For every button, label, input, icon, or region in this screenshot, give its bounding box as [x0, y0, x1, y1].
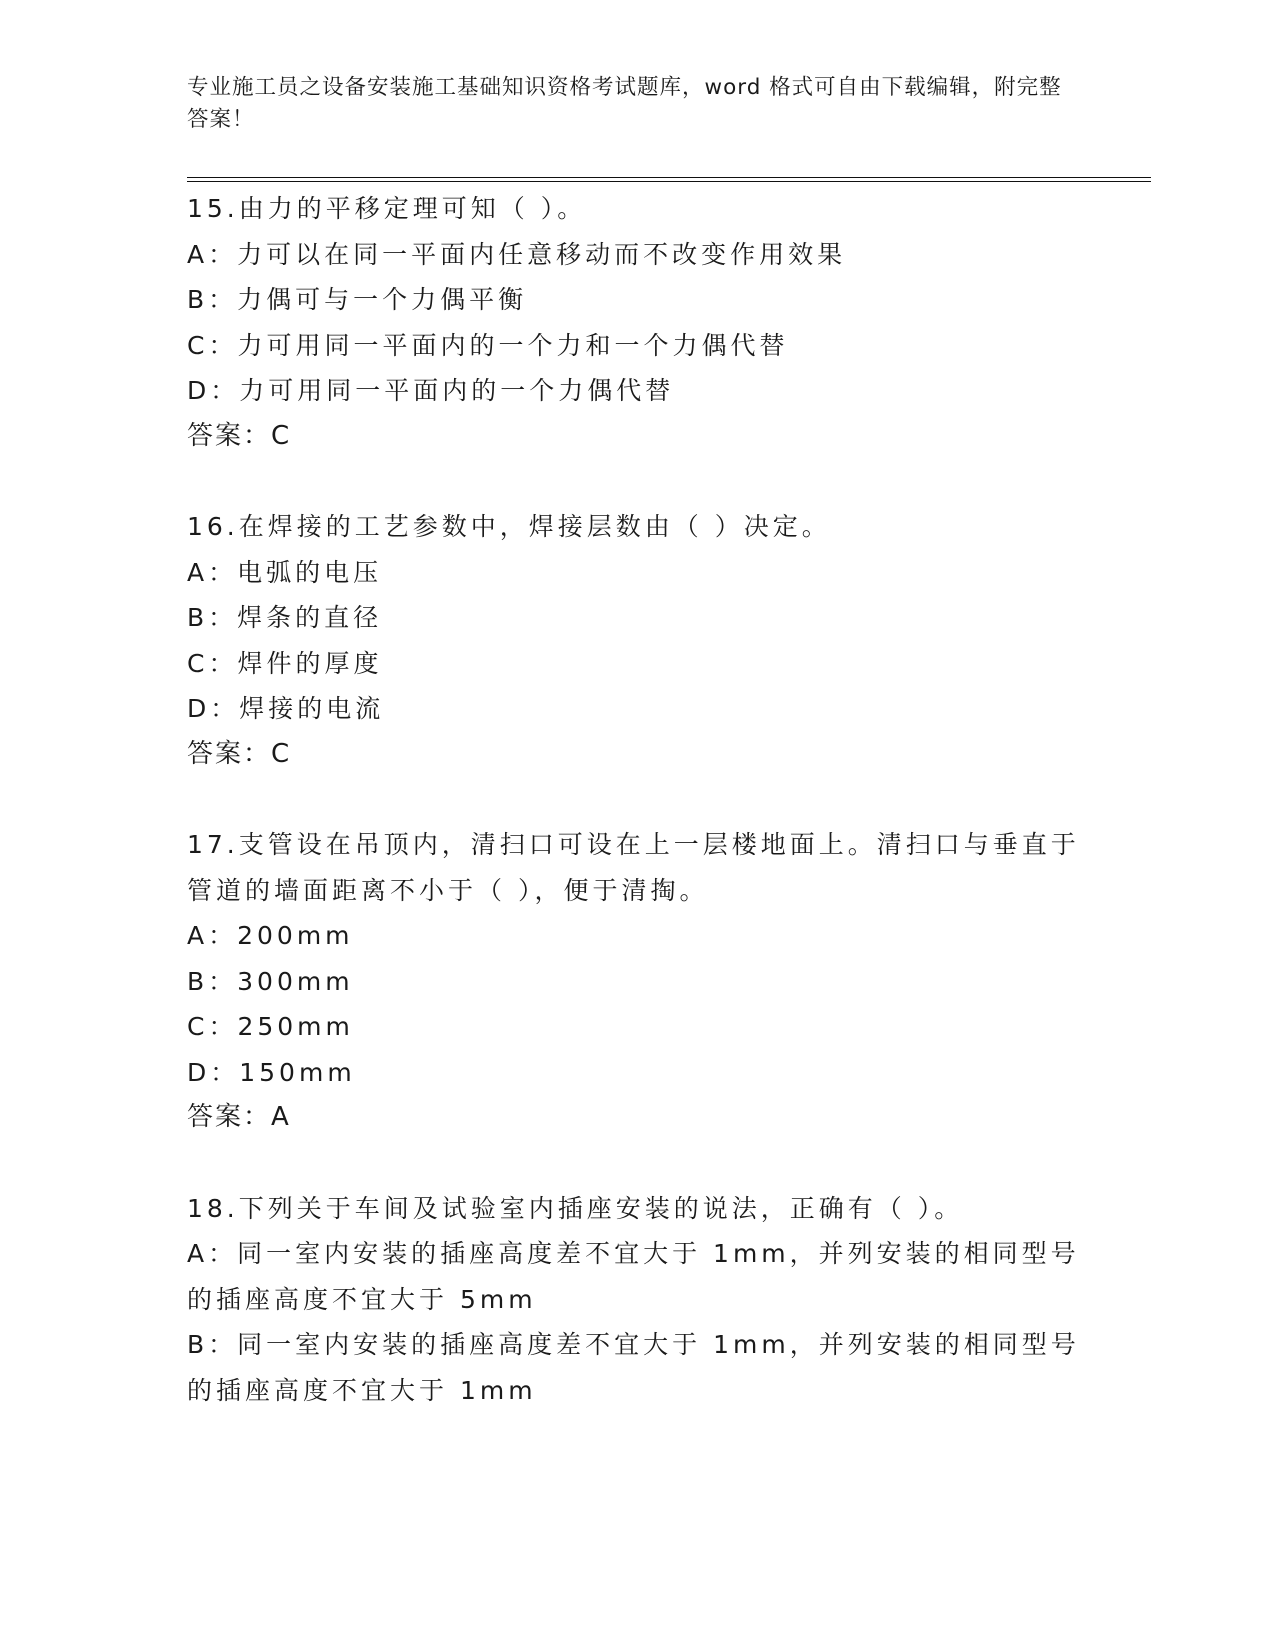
question-list: [187, 186, 1087, 1458]
question-text: 15.由力的平移定理可知（ ）。: [187, 194, 587, 223]
document-header: 专业施工员之设备安装施工基础知识资格考试题库，word 格式可自由下载编辑，附完整答案！: [187, 75, 1062, 132]
option-a: A：电弧的电压: [187, 557, 383, 587]
question-text: 18.下列关于车间及试验室内插座安装的说法，正确有（ ）。: [187, 1193, 964, 1223]
question-18: [187, 1186, 1087, 1414]
option-b: B：力偶可与一个力偶平衡: [187, 285, 528, 314]
option-b: B：300mm: [187, 966, 354, 996]
option-a: A：200mm: [187, 921, 354, 950]
option-c: C：250mm: [187, 1012, 354, 1041]
option-d: D：焊接的电流: [187, 694, 385, 723]
answer: 答案：C: [187, 420, 292, 451]
question-text: 17.支管设在吊顶内，清扫口可设在上一层楼地面上。清扫口与垂直于管道的墙面距离不小于（ ），便于清掏。: [187, 830, 1080, 905]
option-a: A：同一室内安装的插座高度差不宜大于 1mm，并列安装的相同型号的插座高度不宜大于 5mm: [187, 1239, 1080, 1314]
answer: 答案：A: [187, 1102, 291, 1132]
question-text: 16.在焊接的工艺参数中，焊接层数由（ ）决定。: [187, 512, 831, 541]
option-d: D：力可用同一平面内的一个力偶代替: [187, 376, 675, 405]
option-c: C：力可用同一平面内的一个力和一个力偶代替: [187, 330, 789, 360]
option-d: D：150mm: [187, 1057, 356, 1087]
question-15: [187, 186, 1087, 459]
header-divider-bottom: [187, 181, 1151, 182]
answer: 答案：C: [187, 738, 292, 769]
option-c: C：焊件的厚度: [187, 648, 383, 678]
option-b: B：焊条的直径: [187, 603, 383, 632]
option-b: B：同一室内安装的插座高度差不宜大于 1mm，并列安装的相同型号的插座高度不宜大于 1mm: [187, 1330, 1080, 1405]
option-a: A：力可以在同一平面内任意移动而不改变作用效果: [187, 239, 847, 269]
question-16: [187, 504, 1087, 777]
header-divider-top: [187, 177, 1151, 178]
question-17: [187, 822, 1087, 1141]
